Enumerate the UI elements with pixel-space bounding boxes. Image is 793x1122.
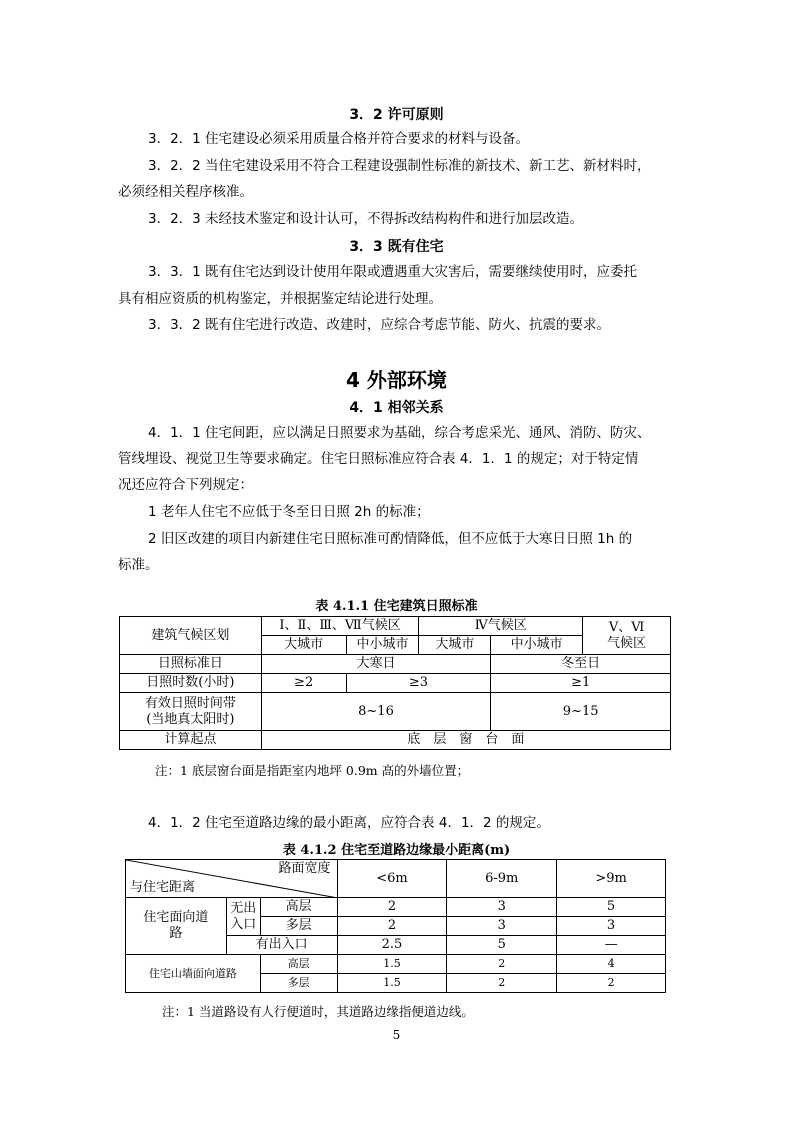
col-header-6-9: 6-9m (447, 860, 557, 898)
cell-winter-solstice: 冬至日 (491, 655, 671, 674)
cell-face-entry-gt9: — (557, 936, 666, 955)
header-small-city-1: 中小城市 (346, 636, 419, 655)
clause-3-2-3: 3．2．3 未经技术鉴定和设计认可，不得拆改结构构件和进行加层改造。 (148, 211, 584, 227)
cell-time-band-a: 8~16 (261, 693, 491, 731)
cell-gable-multi-6-9: 2 (447, 974, 557, 993)
cell-gable-high-gt9: 4 (557, 955, 666, 974)
row-label-with-entry: 有出入口 (226, 936, 337, 955)
diagonal-header-bottom: 与住宅距离 (130, 880, 196, 895)
clause-3-3-1: 3．3．1 既有住宅达到设计使用年限或遭遇重大灾害后，需要继续使用时，应委托 (148, 264, 638, 280)
section-3-3-title: 3．3 既有住宅 (349, 239, 444, 255)
row-label-gable-high: 高层 (260, 955, 337, 974)
cell-start-point: 底 层 窗 台 面 (261, 731, 670, 750)
clause-4-1-1-line2: 管线埋设、视觉卫生等要求确定。住宅日照标准应符合表 4．1．1 的规定；对于特定情 (118, 451, 639, 467)
row-label-gable-multi: 多层 (260, 974, 337, 993)
cell-face-multi-gt9: 3 (557, 917, 666, 936)
chapter-4-title: 4 外部环境 (346, 368, 447, 392)
list-item-1: 1 老年人住宅不应低于冬至日日照 2h 的标准； (148, 504, 430, 520)
row-group-facing-road (126, 898, 227, 955)
diagonal-header (126, 860, 338, 898)
row-label-time-band (120, 693, 262, 731)
clause-4-1-1-line3: 况还应符合下列规定： (118, 477, 253, 493)
table-4-1-1-caption: 表 4.1.1 住宅建筑日照标准 (315, 599, 478, 614)
row-label-time-band-line2: (当地真太阳时) (146, 711, 235, 727)
row-group-facing-road-line1: 住宅面向道 (143, 910, 209, 925)
header-big-city-2: 大城市 (419, 636, 491, 655)
clause-3-3-2: 3．3．2 既有住宅进行改造、改建时，应综合考虑节能、防火、抗震的要求。 (148, 317, 611, 333)
section-3-2-title: 3．2 许可原则 (349, 107, 444, 123)
header-small-city-2: 中小城市 (491, 636, 583, 655)
header-climate-zone: 建筑气候区划 (120, 617, 262, 655)
row-group-gable: 住宅山墙面向道路 (126, 955, 261, 993)
clause-4-1-1: 4．1．1 住宅间距，应以满足日照要求为基础，综合考虑采光、通风、消防、防灾、 (148, 425, 651, 441)
header-zone-group-3 (583, 617, 671, 655)
cell-gable-high-lt6: 1.5 (337, 955, 447, 974)
header-zone-group-2: Ⅳ气候区 (419, 617, 583, 636)
row-group-facing-road-line2: 路 (169, 926, 183, 941)
cell-face-multi-lt6: 2 (337, 917, 447, 936)
list-item-2: 2 旧区改建的项目内新建住宅日照标准可酌情降低，但不应低于大寒日日照 1h 的 (148, 531, 633, 547)
cell-face-high-6-9: 3 (447, 898, 557, 917)
row-label-high-rise: 高层 (260, 898, 337, 917)
list-item-2-cont: 标准。 (118, 557, 159, 573)
cell-time-band-b: 9~15 (491, 693, 671, 731)
clause-3-2-1: 3．2．1 住宅建设必须采用质量合格并符合要求的材料与设备。 (148, 131, 530, 147)
table-4-1-1-note: 注：1 底层窗台面是指距室内地坪 0.9m 高的外墙位置； (155, 763, 470, 778)
row-group-no-entry-line2: 入口 (230, 916, 257, 932)
cell-face-entry-6-9: 5 (447, 936, 557, 955)
row-label-time-band-line1: 有效日照时间带 (144, 695, 236, 711)
cell-gable-multi-gt9: 2 (557, 974, 666, 993)
cell-face-high-lt6: 2 (337, 898, 447, 917)
table-4-1-2-caption: 表 4.1.2 住宅至道路边缘最小距离(m) (282, 843, 511, 858)
header-zone-group-3-line2: 气候区 (607, 635, 647, 651)
row-label-standard-day: 日照标准日 (120, 655, 262, 674)
row-label-hours: 日照时数(小时) (120, 674, 262, 693)
header-big-city-1: 大城市 (261, 636, 346, 655)
table-4-1-2-note: 注：1 当道路设有人行便道时，其道路边缘指便道边线。 (162, 1004, 474, 1019)
row-group-no-entry (226, 898, 260, 936)
header-zone-group-3-line1: Ⅴ、Ⅵ (608, 619, 645, 635)
clause-3-2-2-cont: 必须经相关程序核准。 (118, 184, 253, 200)
table-4-1-1 (119, 616, 671, 750)
cell-major-cold: 大寒日 (261, 655, 491, 674)
row-group-no-entry-line1: 无出 (230, 900, 257, 916)
cell-hours-b: ≥3 (346, 674, 491, 693)
clause-4-1-2: 4．1．2 住宅至道路边缘的最小距离，应符合表 4．1．2 的规定。 (148, 815, 550, 831)
page-number: 5 (392, 1028, 401, 1042)
col-header-gt9: >9m (557, 860, 666, 898)
cell-face-high-gt9: 5 (557, 898, 666, 917)
cell-face-entry-lt6: 2.5 (337, 936, 447, 955)
cell-gable-multi-lt6: 1.5 (337, 974, 447, 993)
cell-gable-high-6-9: 2 (447, 955, 557, 974)
diagonal-header-top: 路面宽度 (278, 861, 331, 876)
cell-hours-a: ≥2 (261, 674, 346, 693)
col-header-lt6: <6m (337, 860, 447, 898)
header-zone-group-1: Ⅰ、Ⅱ、Ⅲ、Ⅶ气候区 (261, 617, 419, 636)
section-4-1-title: 4．1 相邻关系 (349, 400, 444, 416)
row-label-multi-storey: 多层 (260, 917, 337, 936)
clause-3-3-1-cont: 具有相应资质的机构鉴定，并根据鉴定结论进行处理。 (118, 291, 442, 307)
table-4-1-2 (125, 859, 666, 993)
cell-hours-c: ≥1 (491, 674, 671, 693)
cell-face-multi-6-9: 3 (447, 917, 557, 936)
clause-3-2-2: 3．2．2 当住宅建设采用不符合工程建设强制性标准的新技术、新工艺、新材料时， (148, 158, 651, 174)
row-label-start-point: 计算起点 (120, 731, 262, 750)
